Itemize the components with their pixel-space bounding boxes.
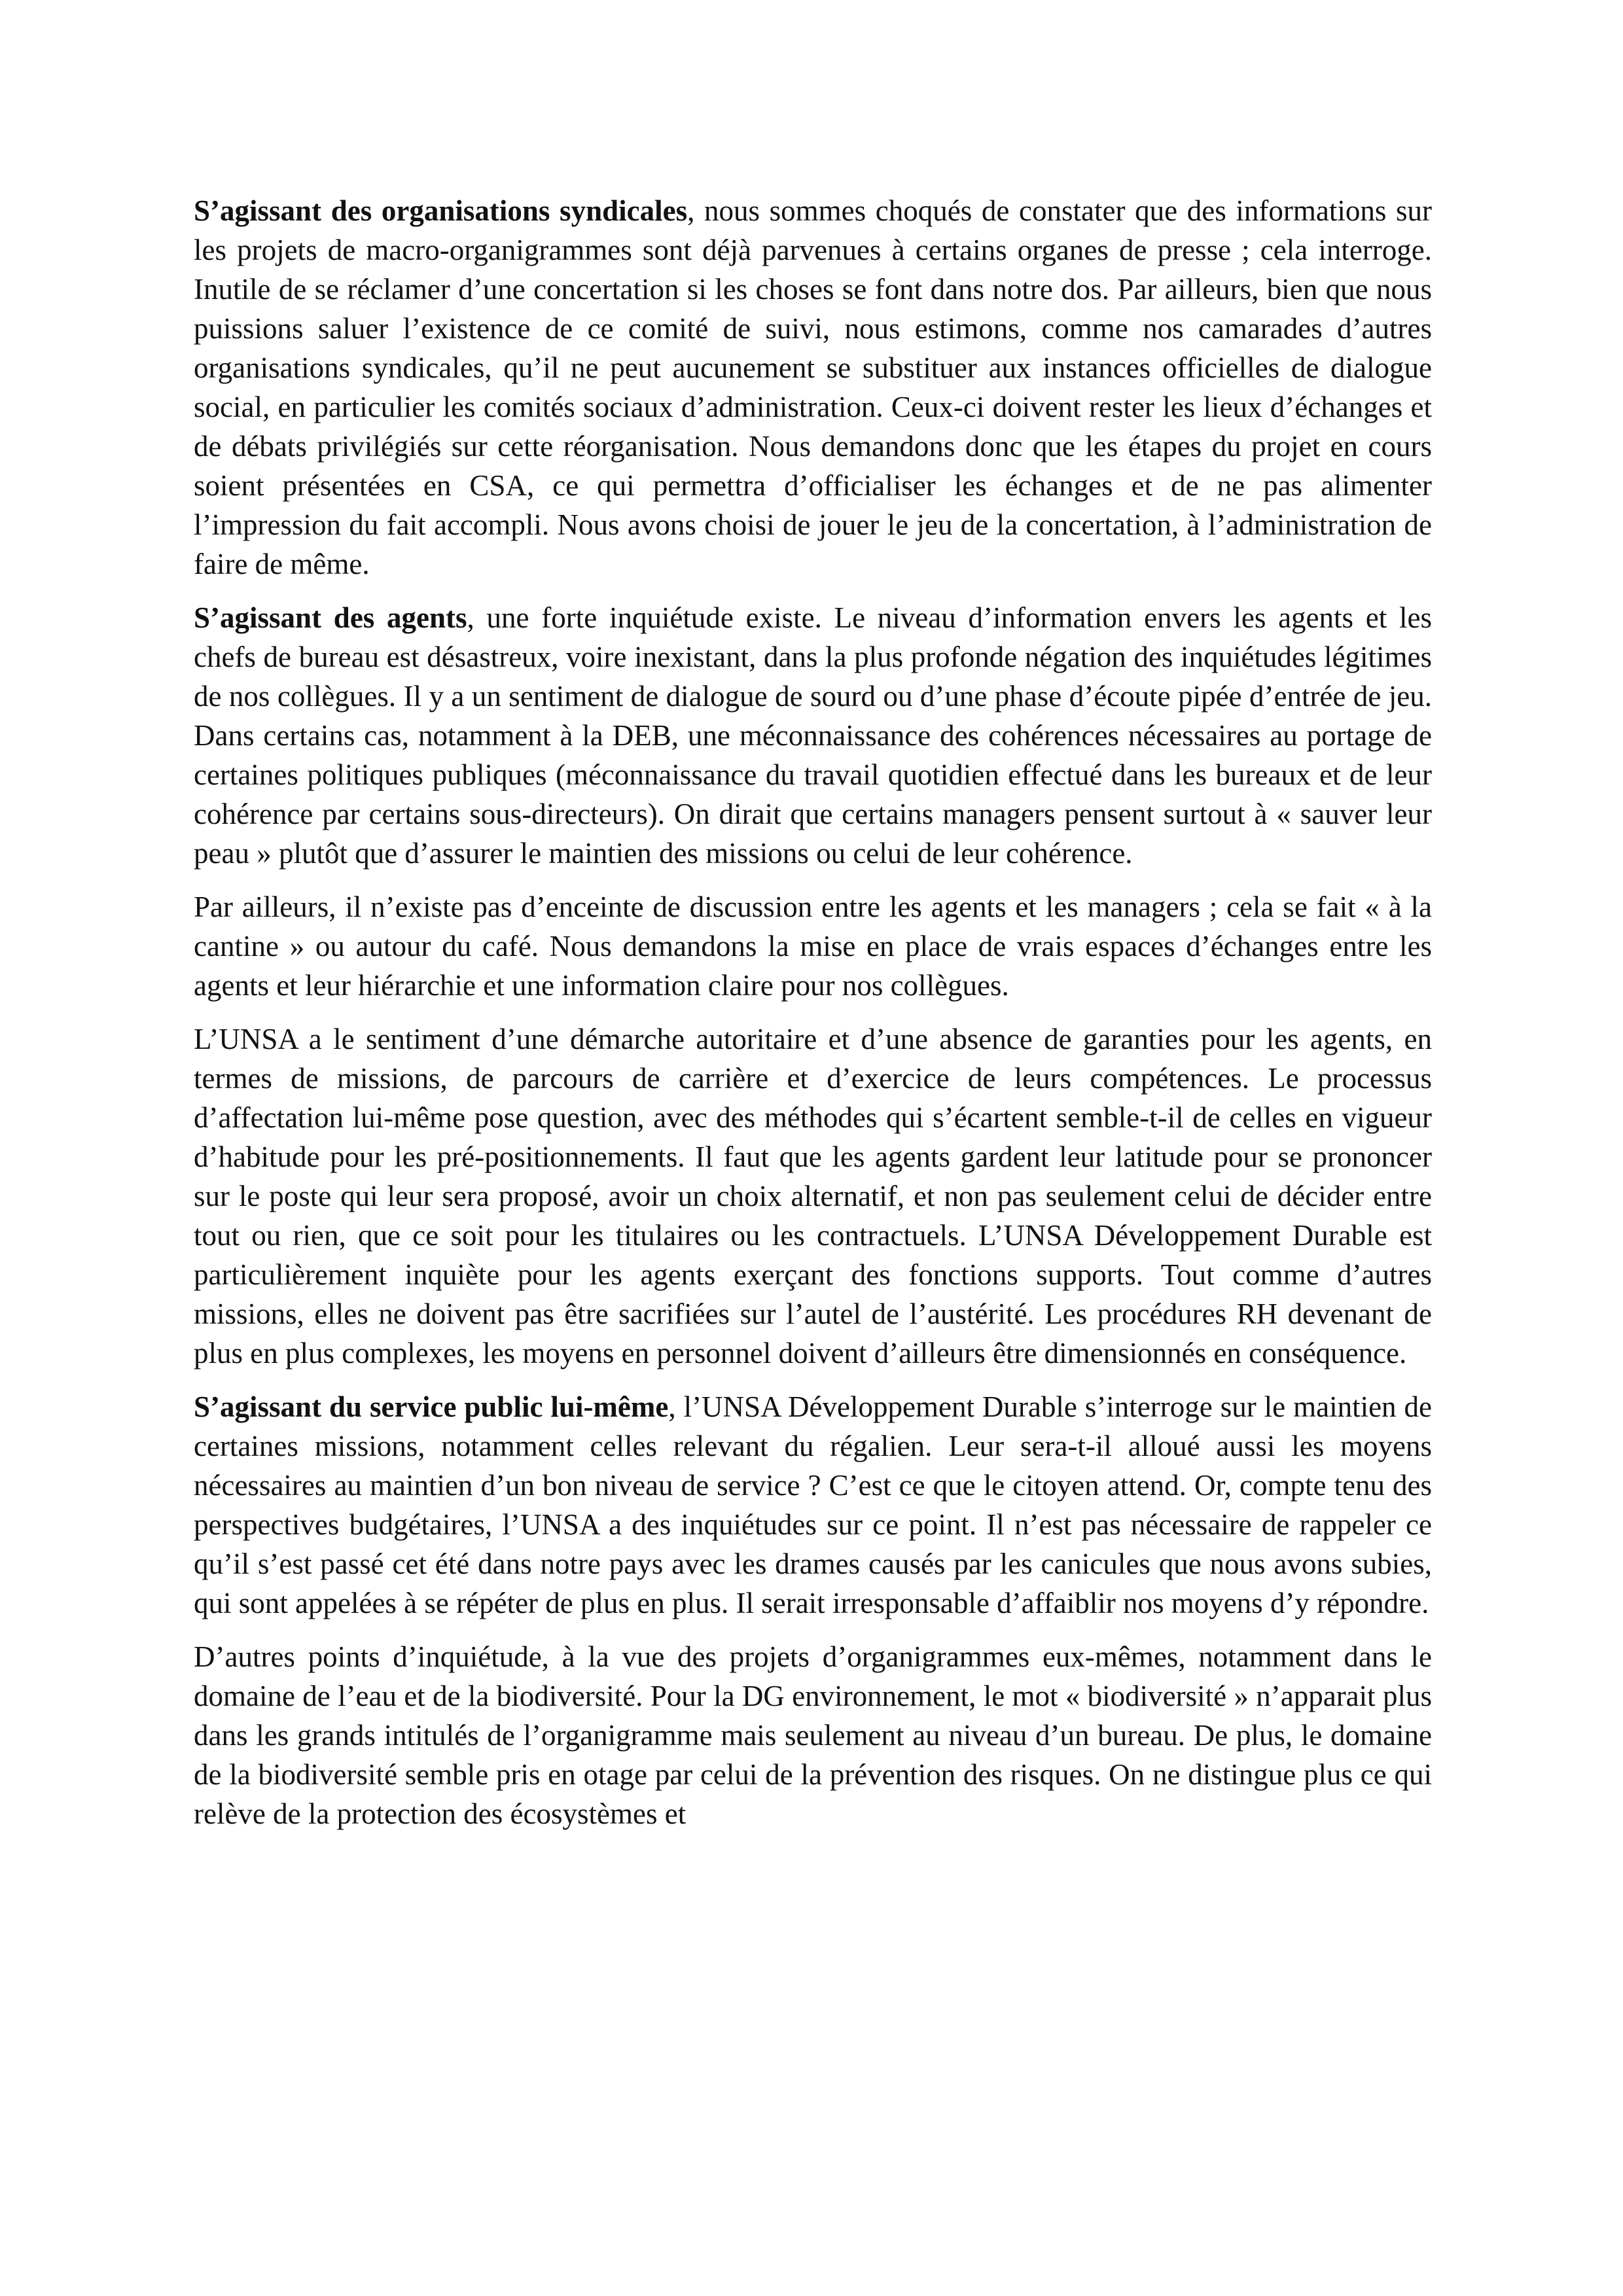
paragraph-service-public bbox=[194, 1387, 1432, 1623]
paragraph-text: , une forte inquiétude existe. Le niveau d’information envers les agents et les chefs de bureau est désastreux, voire inexistant, dans la plus profonde négation des inquiétudes légitimes de nos collègues. Il y a un sentiment de dialogue de sourd ou d’une phase d’écoute pipée d’entrée de jeu. Dans certains cas, notamment à la DEB, une méconnaissance des cohérences nécessaires au portage de certaines politiques publiques (méconnaissance du travail quotidien effectué dans les bureaux et de leur cohérence par certains sous-directeurs). On dirait que certains managers pensent surtout à « sauver leur peau » plutôt que d’assurer le maintien des missions ou celui de leur cohérence. bbox=[194, 601, 1432, 870]
paragraph-text: Par ailleurs, il n’existe pas d’enceinte de discussion entre les agents et les managers ; cela se fait « à la cantine » ou autour du café. Nous demandons la mise en place de vrais espaces d’échanges entre les agents et leur hiérarchie et une information claire pour nos collègues. bbox=[194, 891, 1432, 1002]
paragraph-lead: S’agissant du service public lui-même bbox=[194, 1390, 669, 1423]
paragraph-lead: S’agissant des agents bbox=[194, 601, 467, 634]
paragraph-espaces-echanges bbox=[194, 887, 1432, 1005]
paragraph-agents bbox=[194, 598, 1432, 873]
paragraph-text: L’UNSA a le sentiment d’une démarche autoritaire et d’une absence de garanties pour les agents, en termes de missions, de parcours de carrière et d’exercice de leurs compétences. Le processus d’affectation lui-même pose question, avec des méthodes qui s’écartent semble-t-il de celles en vigueur d’habitude pour les pré-positionnements. Il faut que les agents gardent leur latitude pour se prononcer sur le poste qui leur sera proposé, avoir un choix alternatif, et non pas seulement celui de décider entre tout ou rien, que ce soit pour les titulaires ou les contractuels. L’UNSA Développement Durable est particulièrement inquiète pour les agents exerçant des fonctions supports. Tout comme d’autres missions, elles ne doivent pas être sacrifiées sur l’autel de l’austérité. Les procédures RH devenant de plus en plus complexes, les moyens en personnel doivent d’ailleurs être dimensionnés en conséquence. bbox=[194, 1023, 1432, 1369]
paragraph-text: , l’UNSA Développement Durable s’interroge sur le maintien de certaines missions, notamment celles relevant du régalien. Leur sera-t-il alloué aussi les moyens nécessaires au maintien d’un bon niveau de service ? C’est ce que le citoyen attend. Or, compte tenu des perspectives budgétaires, l’UNSA a des inquiétudes sur ce point. Il n’est pas nécessaire de rappeler ce qu’il s’est passé cet été dans notre pays avec les drames causés par les canicules que nous avons subies, qui sont appelées à se répéter de plus en plus. Il serait irresponsable d’affaiblir nos moyens d’y répondre. bbox=[194, 1390, 1432, 1619]
paragraph-text: D’autres points d’inquiétude, à la vue des projets d’organigrammes eux-mêmes, notamment dans le domaine de l’eau et de la biodiversité. Pour la DG environnement, le mot « biodiversité » n’apparait plus dans les grands intitulés de l’organigramme mais seulement au niveau d’un bureau. De plus, le domaine de la biodiversité semble pris en otage par celui de la prévention des risques. On ne distingue plus ce qui relève de la protection des écosystèmes et bbox=[194, 1640, 1432, 1830]
paragraph-lead: S’agissant des organisations syndicales bbox=[194, 194, 688, 227]
paragraph-biodiversite bbox=[194, 1637, 1432, 1833]
document-body bbox=[194, 191, 1432, 1848]
paragraph-demarche-autoritaire bbox=[194, 1019, 1432, 1373]
paragraph-text: , nous sommes choqués de constater que des informations sur les projets de macro-organigrammes sont déjà parvenues à certains organes de presse ; cela interroge. Inutile de se réclamer d’une concertation si les choses se font dans notre dos. Par ailleurs, bien que nous puissions saluer l’existence de ce comité de suivi, nous estimons, comme nos camarades d’autres organisations syndicales, qu’il ne peut aucunement se substituer aux instances officielles de dialogue social, en particulier les comités sociaux d’administration. Ceux-ci doivent rester les lieux d’échanges et de débats privilégiés sur cette réorganisation. Nous demandons donc que les étapes du projet en cours soient présentées en CSA, ce qui permettra d’officialiser les échanges et de ne pas alimenter l’impression du fait accompli. Nous avons choisi de jouer le jeu de la concertation, à l’administration de faire de même. bbox=[194, 194, 1432, 580]
paragraph-organisations-syndicales bbox=[194, 191, 1432, 584]
